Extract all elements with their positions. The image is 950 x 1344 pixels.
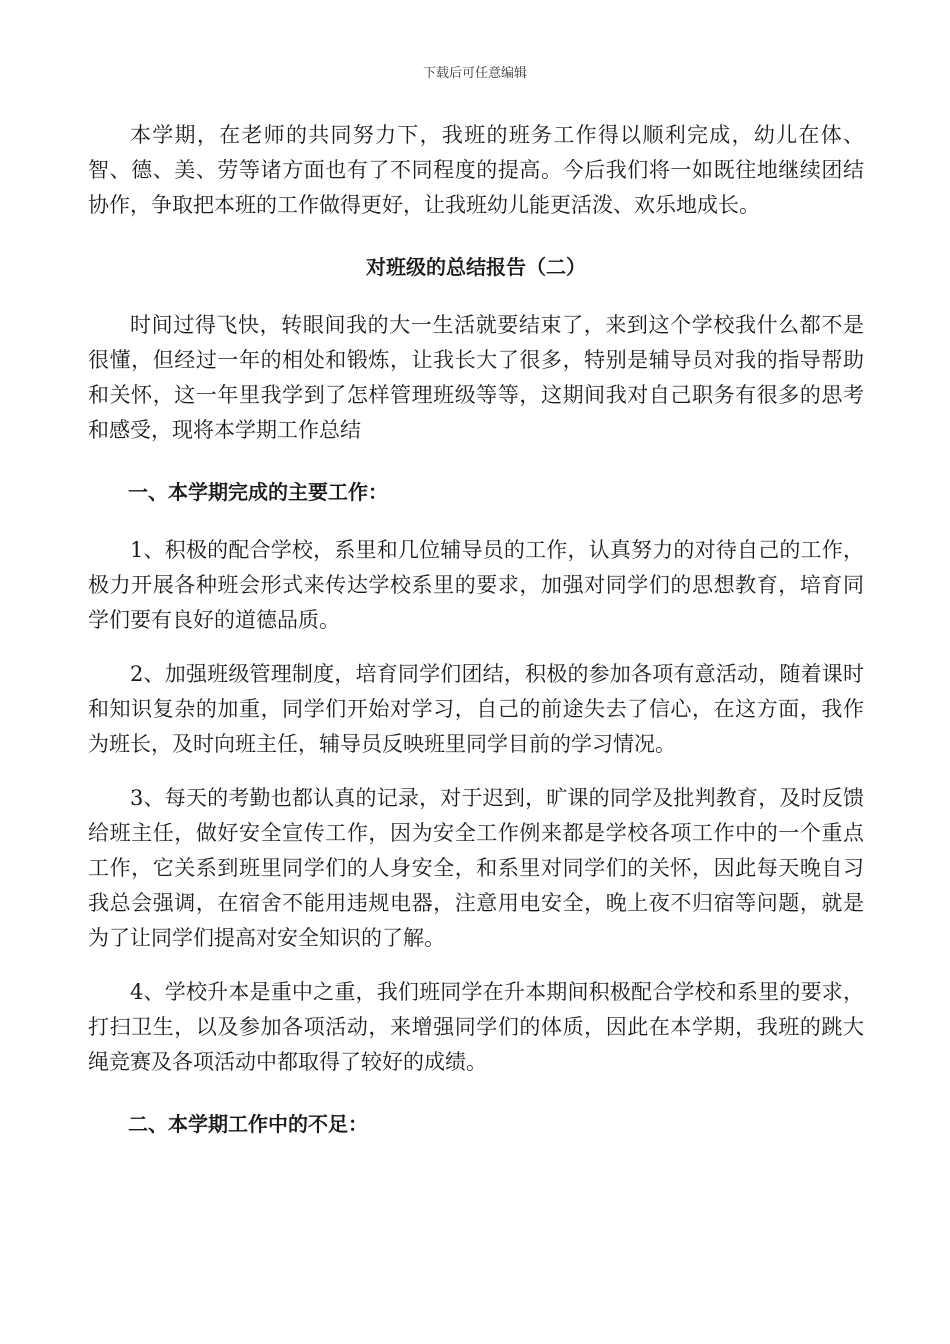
paragraph-intro: 时间过得飞快，转眼间我的大一生活就要结束了，来到这个学校我什么都不是很懂，但经过一年的相处和锻炼，让我长大了很多，特别是辅导员对我的指导帮助和关怀，这一年里我学到了怎样管理班级等等，这期间我对自己职务有很多的思考和感受，现将本学期工作总结: [88, 313, 864, 442]
header-note: 下载后可任意编辑: [422, 66, 527, 81]
list-item-4: 4、学校升本是重中之重，我们班同学在升本期间积极配合学校和系里的要求，打扫卫生，以及参加各项活动，来增强同学们的体质，因此在本学期，我班的跳大绳竞赛及各项活动中都取得了较好的成绩。: [88, 980, 864, 1074]
list-item-3: 3、每天的考勤也都认真的记录，对于迟到，旷课的同学及批判教育，及时反馈给班主任，做好安全宣传工作，因为安全工作例来都是学校各项工作中的一个重点工作，它关系到班里同学们的人身安全，和系里对同学们的关怀，因此每天晚自习我总会强调，在宿舍不能用违规电器，注意用电安全，晚上夜不归宿等问题，就是为了让同学们提高对安全知识的了解。: [88, 786, 864, 950]
document-body: [88, 118, 864, 1142]
section-title: 对班级的总结报告（二）: [366, 255, 586, 279]
heading-shortcomings: 二、本学期工作中的不足：: [128, 1112, 368, 1136]
heading-main-work: 一、本学期完成的主要工作：: [128, 480, 388, 504]
list-item-1: 1、积极的配合学校，系里和几位辅导员的工作，认真努力的对待自己的工作，极力开展各种班会形式来传达学校系里的要求，加强对同学们的思想教育，培育同学们要有良好的道德品质。: [88, 538, 864, 632]
paragraph-closing: 本学期，在老师的共同努力下，我班的班务工作得以顺利完成，幼儿在体、智、德、美、劳等诸方面也有了不同程度的提高。今后我们将一如既往地继续团结协作，争取把本班的工作做得更好，让我班幼儿能更活泼、欢乐地成长。: [88, 123, 864, 217]
list-item-2: 2、加强班级管理制度，培育同学们团结，积极的参加各项有意活动，随着课时和知识复杂的加重，同学们开始对学习，自己的前途失去了信心，在这方面，我作为班长，及时向班主任，辅导员反映班里同学目前的学习情况。: [88, 662, 864, 756]
